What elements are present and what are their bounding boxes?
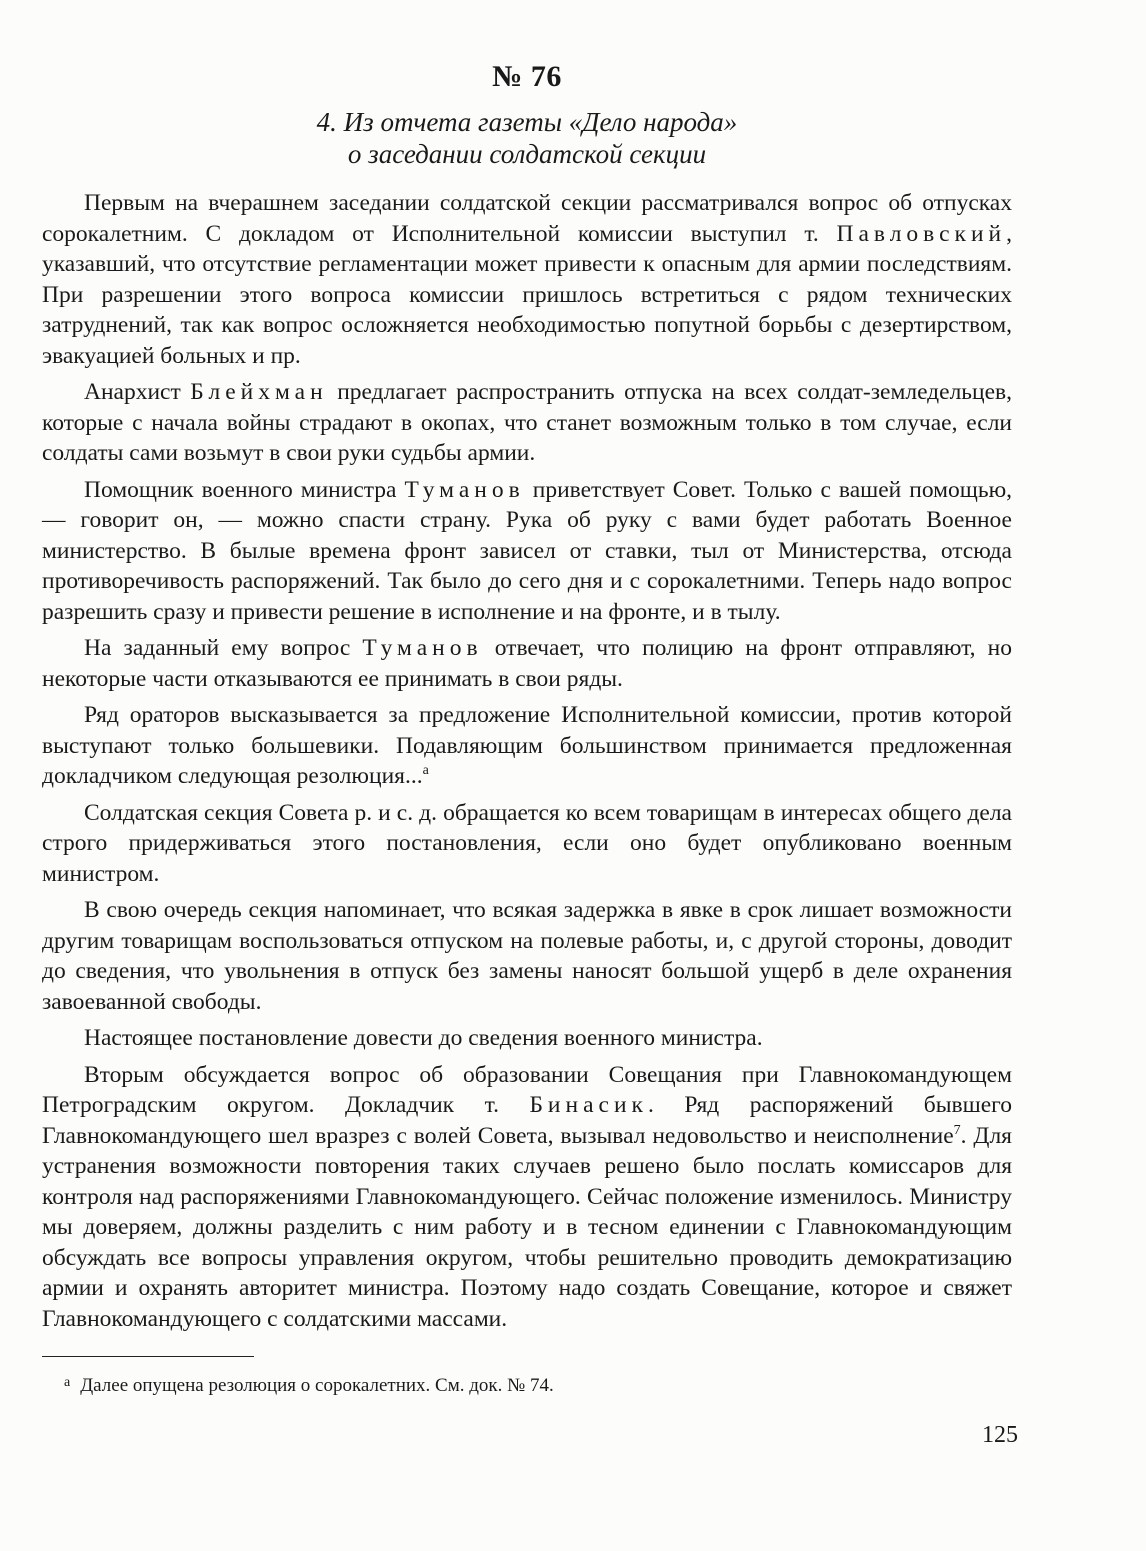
document-title-line-1: 4. Из отчета газеты «Дело народа» [316, 107, 738, 137]
paragraph-4: На заданный ему вопрос Туманов отвечает, что полицию на фронт отправляют, но некоторые части отказываются ее принимать в свои ряды. [42, 635, 1012, 692]
person-name: Блейхман [190, 379, 328, 405]
footnote-text: Далее опущена резолюция о сорокалетних. См. док. № 74. [80, 1375, 554, 1396]
footnote [42, 1371, 1012, 1398]
footnote-divider [42, 1356, 254, 1357]
footnote-reference: а [422, 763, 429, 779]
body-text [42, 188, 1012, 1334]
document-page [42, 60, 1012, 1398]
paragraph-9: Вторым обсуждается вопрос об образовании Совещания при Главнокомандующем Петроградским округом. Докладчик т. Бинасик. Ряд распоряжений бывшего Главнокомандующего шел вразрез с волей Совета, вызывал недовольство и неисполнение$^7$. Для устранения возможности повторения таких случаев решено было послать комиссаров для контроля над распоряжениями Главнокомандующего. Сейчас положение изменилось. Министру мы доверяем, должны разделить с ним работу и в тесном единении с Главнокомандующим обсуждать все вопросы управления округом, чтобы решительно проводить демократизацию армии и охранять авторитет министра. Поэтому надо создать Совещание, которое и свяжет Главнокомандующего с солдатскими массами. [42, 1061, 1012, 1332]
document-number: № 76 [492, 60, 562, 93]
paragraph-7: В свою очередь секция напоминает, что всякая задержка в явке в срок лишает возможности другим товарищам воспользоваться отпуском на полевые работы, и, с другой стороны, доводит до сведения, что увольнения в отпуск без замены наносят большой ущерб в деле охранения завоеванной свободы. [42, 897, 1012, 1015]
document-title-line-2: о заседании солдатской секции [347, 139, 707, 169]
paragraph-3: Помощник военного министра Туманов приветствует Совет. Только с вашей помощью, — говорит он, — можно спасти страну. Рука об руку с вами будет работать Военное министерство. В былые времена фронт зависел от ставки, тыл от Министерства, отсюда противоречивость распоряжений. Так было до сего дня и с сорокалетними. Теперь надо вопрос разрешить сразу и привести решение в исполнение и на фронте, и в тылу. [42, 476, 1012, 625]
paragraph-2: Анархист Блейхман предлагает распространить отпуска на всех солдат-земледельцев, которые с начала войны страдают в окопах, что станет возможным только в том случае, если солдаты сами возьмут в свои руки судьбы армии. [42, 379, 1012, 466]
person-name: Туманов [362, 635, 483, 661]
document-title [42, 106, 1012, 170]
page-number: 125 [982, 1422, 1018, 1448]
endnote-reference: 7 [953, 1122, 961, 1138]
paragraph-1: Первым на вчерашнем заседании солдатской секции рассматривался вопрос об отпусках сорокалетним. С докладом от Исполнительной комиссии выступил т. Павловский, указавший, что отсутствие регламентации может привести к опасным для армии последствиям. При разрешении этого вопроса комиссии пришлось встретиться с рядом технических затруднений, так как вопрос осложняется необходимостью попутной борьбы с дезертирством, эвакуацией больных и пр. [42, 190, 1012, 369]
person-name: Бинасик [529, 1092, 648, 1118]
paragraph-5: Ряд ораторов высказывается за предложение Исполнительной комиссии, против которой выступают только большевики. Подавляющим большинством принимается предложенная докладчиком следующая резолюция...$^а$ [42, 702, 1012, 789]
person-name: Туманов [404, 476, 525, 503]
person-name: Павловский [836, 220, 1007, 247]
paragraph-8: Настоящее постановление довести до сведения военного министра. [84, 1025, 763, 1051]
paragraph-6: Солдатская секция Совета р. и с. д. обращается ко всем товарищам в интересах общего дела строго придерживаться этого постановления, если оно будет опубликовано военным министром. [42, 799, 1012, 887]
footnote-mark: а [64, 1375, 71, 1390]
